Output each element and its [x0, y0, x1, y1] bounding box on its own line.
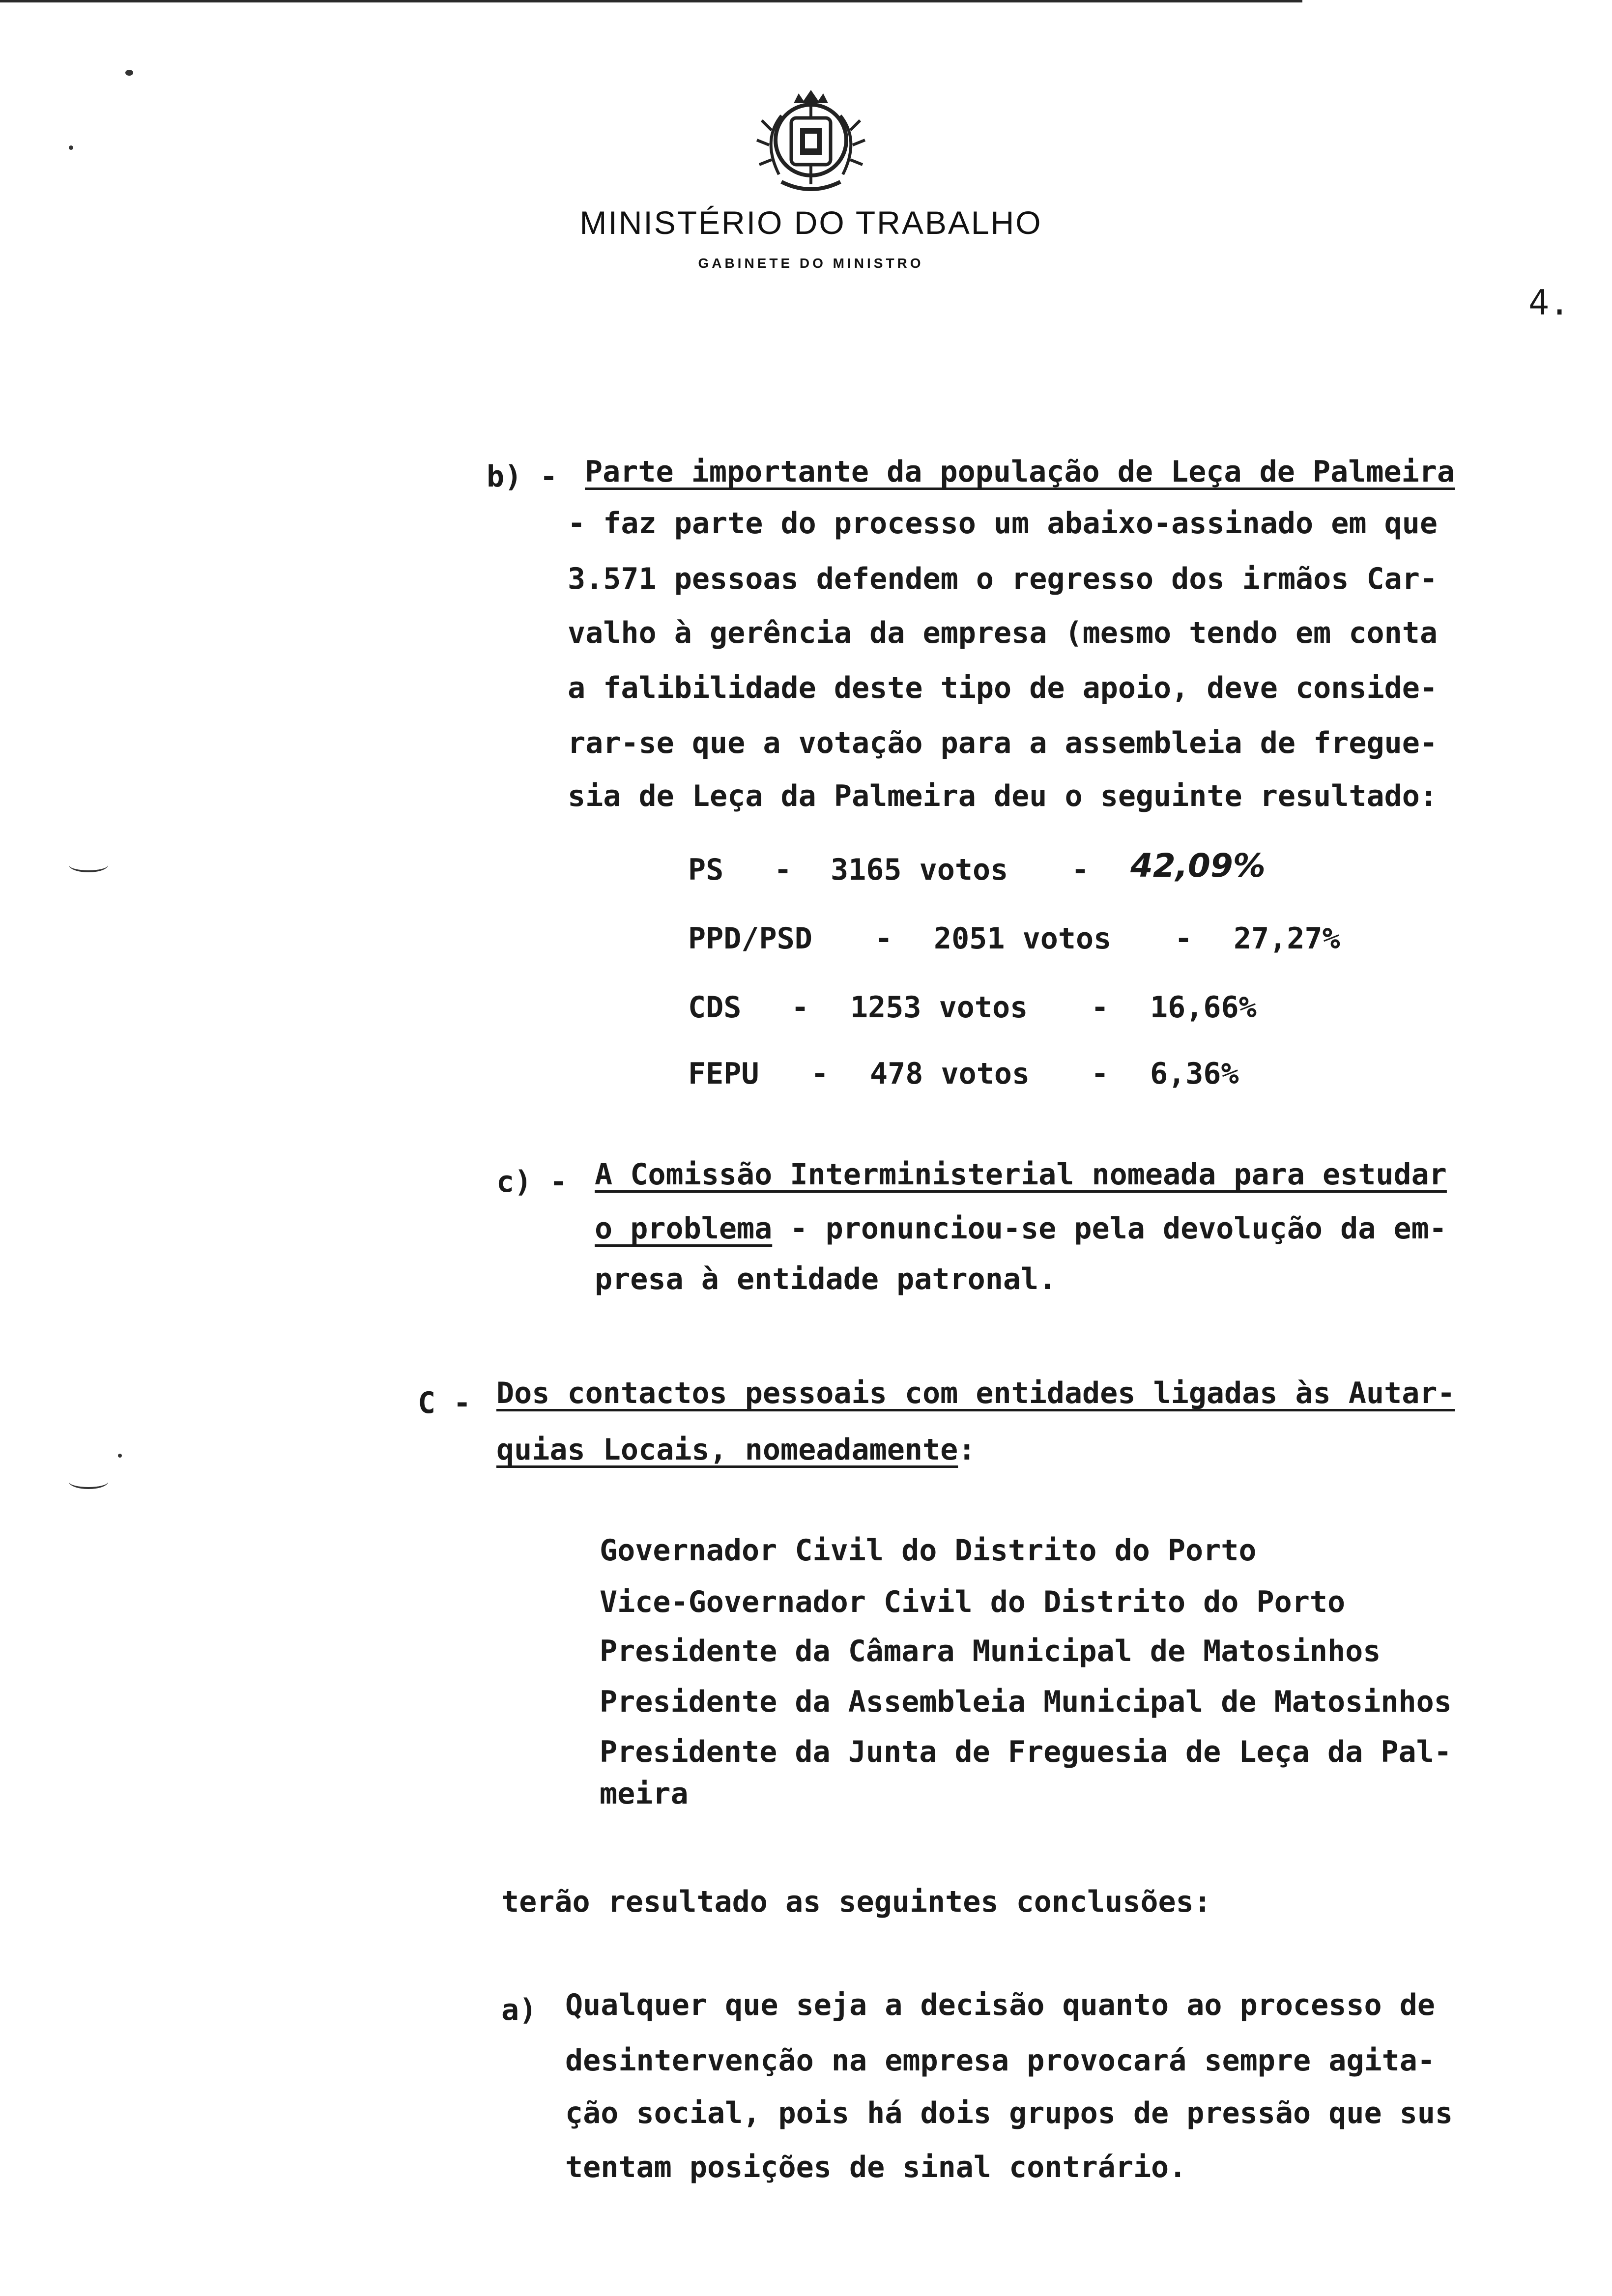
vote-percent: 6,36% [1150, 1057, 1239, 1091]
vote-count: 2051 votos [934, 921, 1112, 956]
vote-dash: - [1091, 990, 1109, 1025]
punch-hole-mark [69, 1474, 108, 1489]
entity-list-item: Vice-Governador Civil do Distrito do Porto [600, 1585, 1346, 1619]
section-b-line: rar-se que a votação para a assembleia de fregue- [568, 726, 1438, 760]
section-c-line [595, 1211, 1447, 1246]
vote-percent: 42,09% [1130, 847, 1266, 885]
section-C-heading-colon: : [958, 1433, 976, 1467]
section-c-heading-tail: o problema [595, 1211, 773, 1246]
scan-speck [125, 70, 133, 76]
scan-speck [69, 145, 73, 150]
section-C-heading-tail: quias Locais, nomeadamente [496, 1433, 958, 1467]
section-b-line: - faz parte do processo um abaixo-assinado em que [568, 506, 1438, 541]
vote-dash: - [875, 921, 893, 956]
vote-dash: - [791, 990, 809, 1025]
entity-list-item: meira [600, 1777, 689, 1811]
section-c-heading: A Comissão Interministerial nomeada para estudar [595, 1157, 1447, 1192]
entity-list-item: Governador Civil do Distrito do Porto [600, 1533, 1257, 1568]
vote-party: CDS [688, 990, 742, 1025]
vote-party: FEPU [688, 1057, 759, 1091]
vote-party: PPD/PSD [688, 921, 812, 956]
section-b-heading: Parte importante da população de Leça de Palmeira [585, 455, 1455, 489]
scan-speck [118, 1454, 122, 1458]
coat-of-arms-icon [752, 86, 870, 194]
conclusion-a-line: ção social, pois há dois grupos de pressão que sus [565, 2096, 1453, 2130]
ministry-title: MINISTÉRIO DO TRABALHO [579, 204, 1042, 241]
section-C-heading: Dos contactos pessoais com entidades ligadas às Autar- [496, 1376, 1455, 1410]
vote-row [0, 847, 1612, 892]
section-b-line: 3.571 pessoas defendem o regresso dos irmãos Car- [568, 562, 1438, 596]
conclusion-a-line: desintervenção na empresa provocará sempre agita- [565, 2043, 1436, 2078]
top-border-line [0, 0, 1302, 2]
entity-list-item: Presidente da Câmara Municipal de Matosinhos [600, 1634, 1381, 1668]
vote-row [0, 1057, 1612, 1096]
vote-percent: 27,27% [1234, 921, 1340, 956]
vote-count: 3165 votos [831, 853, 1008, 887]
vote-party: PS [688, 853, 724, 887]
entity-list-item: Presidente da Assembleia Municipal de Matosinhos [600, 1685, 1452, 1719]
section-c-line-rest: - pronunciou-se pela devolução da em- [772, 1211, 1447, 1246]
section-C-marker: C - [418, 1386, 471, 1420]
vote-dash: - [811, 1057, 829, 1091]
vote-row [0, 990, 1612, 1030]
vote-percent: 16,66% [1150, 990, 1257, 1025]
section-c-line: presa à entidade patronal. [595, 1262, 1057, 1296]
section-b-line: valho à gerência da empresa (mesmo tendo em conta [568, 616, 1438, 650]
vote-dash: - [774, 853, 792, 887]
conclusion-a-marker: a) [501, 1993, 537, 2027]
section-c-marker: c) - [496, 1165, 568, 1199]
conclusion-a-line: Qualquer que seja a decisão quanto ao processo de [565, 1988, 1436, 2022]
section-b-line: sia de Leça da Palmeira deu o seguinte resultado: [568, 779, 1438, 813]
vote-count: 478 votos [870, 1057, 1030, 1091]
vote-dash: - [1071, 853, 1090, 887]
section-C-heading-line [496, 1433, 976, 1467]
conclusion-intro: terão resultado as seguintes conclusões: [501, 1885, 1211, 1919]
vote-dash: - [1091, 1057, 1109, 1091]
vote-row [0, 921, 1612, 961]
vote-dash: - [1175, 921, 1193, 956]
section-b-line: a falibilidade deste tipo de apoio, deve conside- [568, 671, 1438, 705]
vote-count: 1253 votos [850, 990, 1028, 1025]
page-number: 4. [1528, 283, 1570, 323]
conclusion-a-line: tentam posições de sinal contrário. [565, 2150, 1187, 2184]
cabinet-subtitle: GABINETE DO MINISTRO [698, 256, 924, 271]
entity-list-item: Presidente da Junta de Freguesia de Leça da Pal- [600, 1735, 1452, 1769]
section-b-marker: b) - [487, 459, 558, 494]
